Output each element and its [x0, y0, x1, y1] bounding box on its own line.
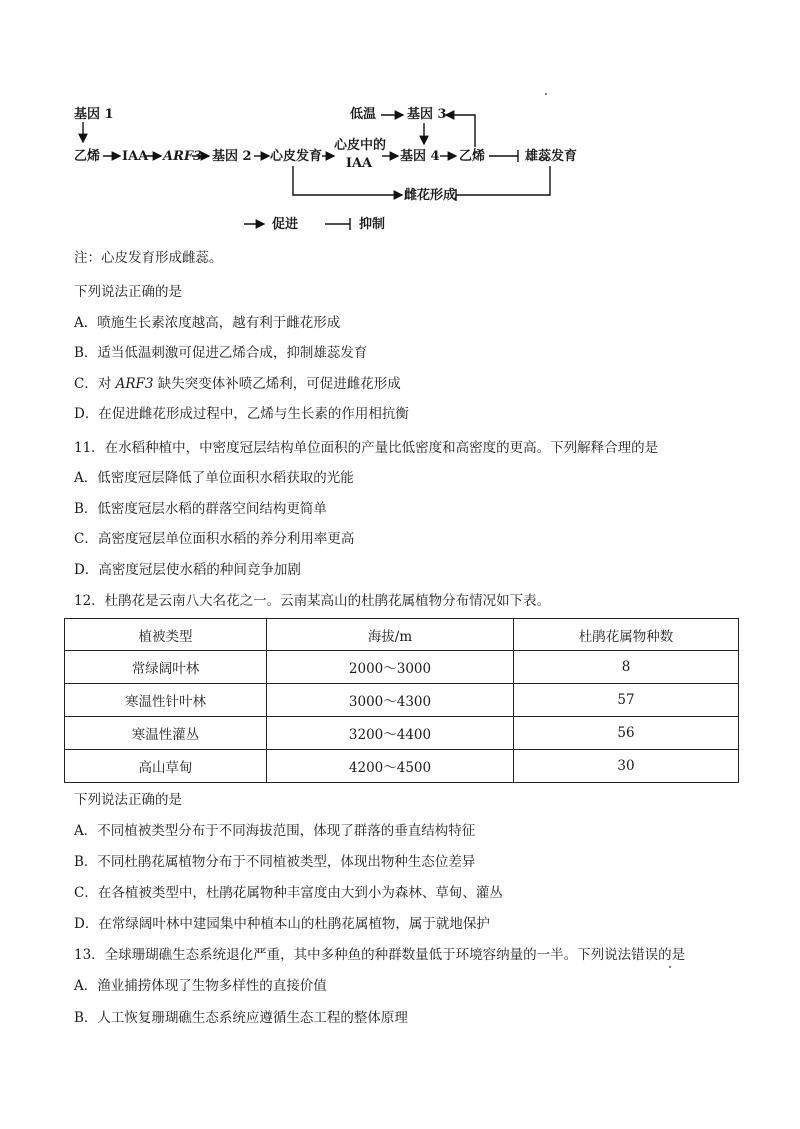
table-cell: 2000～3000	[267, 651, 514, 684]
table-row	[65, 717, 739, 750]
table-cell: 3200～4400	[267, 717, 514, 750]
node-female-flower: 雌花形成	[404, 188, 457, 203]
node-gene4: 基因 4	[400, 149, 440, 164]
table-cell: 高山草甸	[65, 750, 267, 783]
q11-option-a: A．低密度冠层降低了单位面积水稻获取的光能	[74, 470, 354, 486]
q12-option-d: D．在常绿阔叶林中建园集中种植本山的杜鹃花属植物，属于就地保护	[74, 916, 490, 932]
q10-option-b: B．适当低温刺激可促进乙烯合成，抑制雄蕊发育	[74, 345, 368, 361]
node-gene2: 基因 2	[212, 149, 252, 164]
inhibit-stamen-female	[456, 166, 550, 195]
node-heart-development: 心皮发育	[270, 149, 323, 164]
q10-option-d: D．在促进雌花形成过程中，乙烯与生长素的作用相抗衡	[74, 406, 409, 422]
table-cell: 30	[514, 750, 739, 783]
emphasis-dot	[669, 966, 671, 968]
table-header-cell: 杜鹃花属物种数	[514, 619, 739, 651]
table-row	[65, 750, 739, 783]
table-cell: 56	[514, 717, 739, 750]
table-header-row	[65, 619, 739, 651]
table-cell: 57	[514, 684, 739, 717]
legend-inhibit-label: 抑制	[359, 217, 386, 232]
node-iaa-in-heart-line1: 心皮中的	[334, 138, 387, 153]
regulation-diagram	[60, 100, 620, 240]
rhododendron-table	[64, 618, 739, 783]
q12-option-c: C．在各植被类型中，杜鹃花属物种丰富度由大到小为森林、草甸、灌丛	[74, 885, 503, 901]
q10-option-c	[74, 375, 401, 393]
q11-option-d: D．高密度冠层使水稻的种间竞争加剧	[74, 562, 301, 578]
q10-c-prefix: C．对	[74, 376, 116, 392]
node-iaa: IAA	[122, 149, 149, 164]
table-cell: 8	[514, 651, 739, 684]
q11-stem: 11．在水稻种植中，中密度冠层结构单位面积的产量比低密度和高密度的更高。下列解释合理的是	[74, 440, 659, 456]
q12-option-b: B．不同杜鹃花属植物分布于不同植被类型，体现出物种生态位差异	[74, 854, 476, 870]
table-cell: 3000～4300	[267, 684, 514, 717]
q12-after-table: 下列说法正确的是	[74, 792, 182, 808]
node-stamen-development: 雄蕊发育	[525, 149, 578, 164]
node-gene3: 基因 3	[407, 107, 447, 122]
q13-option-a: A．渔业捕捞体现了生物多样性的直接价值	[74, 978, 327, 994]
node-iaa-in-heart-line2: IAA	[345, 156, 373, 171]
table-cell: 4200～4500	[267, 750, 514, 783]
table-cell: 常绿阔叶林	[65, 651, 267, 684]
q11-option-c: C．高密度冠层单位面积水稻的养分利用率更高	[74, 531, 355, 547]
node-gene1: 基因 1	[74, 107, 114, 122]
table-header-cell: 植被类型	[65, 619, 267, 651]
q12-stem: 12．杜鹃花是云南八大名花之一。云南某高山的杜鹃花属植物分布情况如下表。	[74, 593, 551, 609]
node-ethylene-2: 乙烯	[459, 149, 486, 164]
node-ethylene: 乙烯	[74, 149, 101, 164]
table-row	[65, 651, 739, 684]
q11-option-b: B．低密度冠层水稻的群落空间结构更简单	[74, 501, 327, 517]
table-cell: 寒温性针叶林	[65, 684, 267, 717]
table-cell: 寒温性灌丛	[65, 717, 267, 750]
node-arf3: ARF3	[163, 149, 203, 164]
table-row	[65, 684, 739, 717]
scan-dot	[545, 93, 547, 95]
q10-c-gene: ARF3	[115, 376, 154, 392]
q10-option-a: A．喷施生长素浓度越高，越有利于雌花形成	[74, 315, 341, 331]
q10-c-suffix: 缺失突变体补喷乙烯利，可促进雌花形成	[153, 376, 401, 392]
node-low-temperature: 低温	[350, 107, 377, 122]
arrow-ethylene-gene3	[446, 115, 475, 147]
q13-option-b: B．人工恢复珊瑚礁生态系统应遵循生态工程的整体原理	[74, 1010, 408, 1026]
q12-option-a: A．不同植被类型分布于不同海拔范围，体现了群落的垂直结构特征	[74, 823, 476, 839]
q10-stem: 下列说法正确的是	[74, 284, 182, 300]
q13-stem: 13．全球珊瑚礁生态系统退化严重，其中多种鱼的种群数量低于环境容纳量的一半。下列说法错误的是	[74, 947, 686, 963]
legend-promote-label: 促进	[272, 217, 299, 232]
table-header-cell: 海拔/m	[267, 619, 514, 651]
note-text: 注：心皮发育形成雌蕊。	[74, 250, 223, 266]
